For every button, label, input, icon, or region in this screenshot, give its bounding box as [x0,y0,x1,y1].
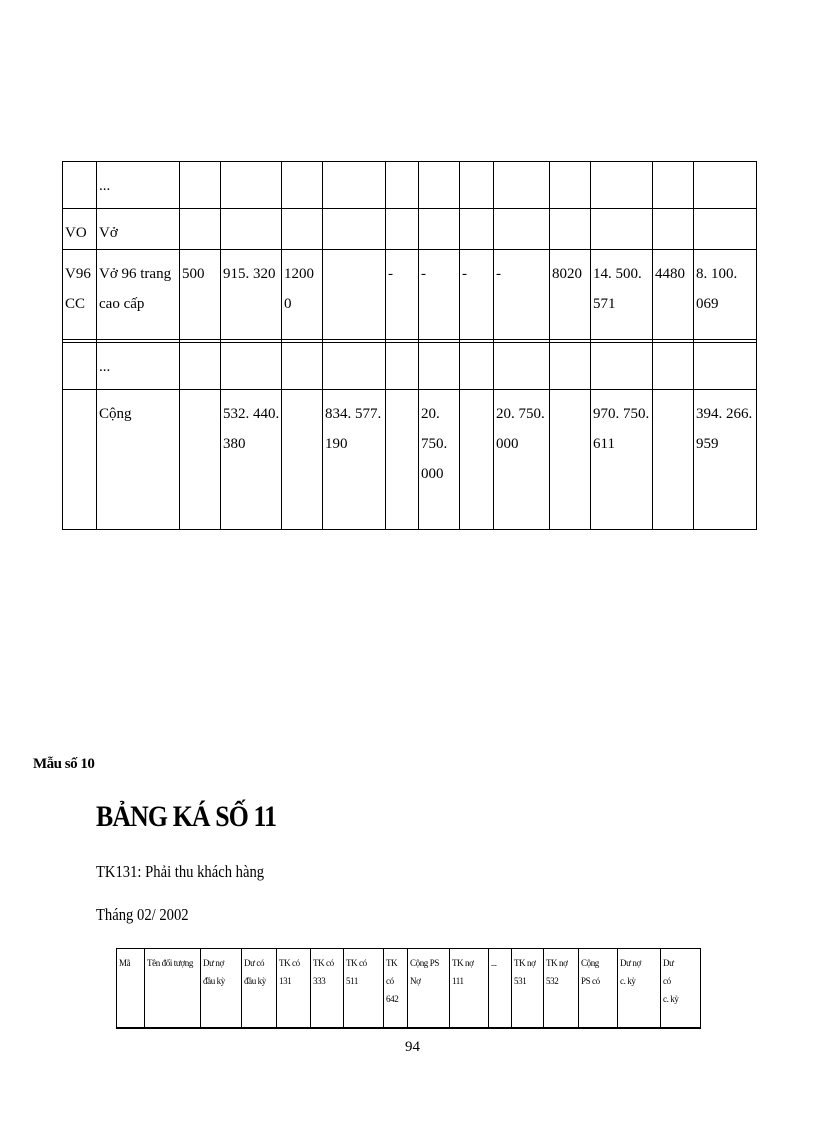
table-cell [386,208,419,249]
table-cell [653,390,694,530]
table-cell: 970. 750. 611 [591,390,653,530]
table-cell [591,208,653,249]
table-cell: Cộng [97,390,180,530]
form-number: Mẫu số 10 [33,756,95,772]
table-cell: V96 CC [63,250,97,340]
table-cell [180,162,221,209]
table-cell [63,343,97,390]
table-cell: 394. 266. 959 [694,390,757,530]
table-cell: - [460,250,494,340]
table-cell [419,343,460,390]
table-cell [494,208,550,249]
table-cell [386,162,419,209]
table-row [63,162,757,209]
table-cell: 8. 100. 069 [694,250,757,340]
table-cell [694,208,757,249]
table-row [63,343,757,390]
column-header: TK nợ 532 [544,949,579,1029]
page-number: 94 [405,1039,420,1055]
page-title: BẢNG KÁ SỐ 11 [96,800,277,833]
column-header: TK nợ 531 [512,949,544,1029]
table-cell: 20. 750. 000 [419,390,460,530]
table-cell [460,390,494,530]
table-row [63,208,757,249]
table-cell [282,343,323,390]
table-cell [180,343,221,390]
table-cell [323,162,386,209]
table-cell [494,162,550,209]
month-line: Tháng 02/ 2002 [96,905,189,924]
table-cell [323,208,386,249]
table-cell [221,343,282,390]
table-cell [460,162,494,209]
table-cell: ... [97,162,180,209]
table-cell [653,208,694,249]
table-cell: 14. 500. 571 [591,250,653,340]
table-cell [550,343,591,390]
table-cell [282,208,323,249]
table-cell: 915. 320 [221,250,282,340]
table-cell [323,250,386,340]
table-cell [460,343,494,390]
table-cell [694,343,757,390]
column-header: Cộng PS Nợ [408,949,450,1029]
table-cell [221,162,282,209]
table-cell: - [419,250,460,340]
table-cell: 8020 [550,250,591,340]
table-cell: 532. 440. 380 [221,390,282,530]
column-header: Mã [117,949,145,1029]
table-cell: - [494,250,550,340]
table-cell [180,390,221,530]
table-row [63,250,757,340]
table-cell: 20. 750. 000 [494,390,550,530]
column-header: Dư nợ c. kỳ [618,949,661,1029]
column-header: Dư có đầu kỳ [242,949,277,1029]
table-cell [386,343,419,390]
table-cell [221,208,282,249]
ledger-table [116,948,701,1029]
table-cell: 500 [180,250,221,340]
column-header: Dư có c. kỳ [661,949,701,1029]
table-row [63,390,757,530]
table-cell [460,208,494,249]
table-cell [63,162,97,209]
column-header: ... [489,949,512,1029]
column-header: TK có 333 [311,949,344,1029]
column-header: TK có 511 [344,949,384,1029]
table-cell [419,208,460,249]
table-cell [653,162,694,209]
column-header: TK có 642 [384,949,408,1029]
table-cell [550,390,591,530]
column-header: TK có 131 [277,949,311,1029]
table-cell: VO [63,208,97,249]
column-header: Tên đối tượng [145,949,201,1029]
table-cell: ... [97,343,180,390]
table-cell [63,390,97,530]
table-cell: 834. 577. 190 [323,390,386,530]
table-cell: - [386,250,419,340]
table-cell [282,390,323,530]
table-cell: Vở [97,208,180,249]
table-cell [494,343,550,390]
inventory-table [62,161,757,530]
ledger-header-row [117,949,701,1029]
table-cell [282,162,323,209]
table-cell [386,390,419,530]
table-cell [653,343,694,390]
account-line: TK131: Phải thu khách hàng [96,862,265,881]
table-cell [323,343,386,390]
table-cell: 1200 0 [282,250,323,340]
column-header: Dư nợ đầu kỳ [201,949,242,1029]
table-cell [694,162,757,209]
table-cell [591,343,653,390]
table-cell [591,162,653,209]
table-cell: 4480 [653,250,694,340]
column-header: Cộng PS có [579,949,618,1029]
table-cell [180,208,221,249]
column-header: TK nợ 111 [450,949,489,1029]
table-cell [550,208,591,249]
table-cell [419,162,460,209]
table-cell [550,162,591,209]
table-cell: Vở 96 trang cao cấp [97,250,180,340]
